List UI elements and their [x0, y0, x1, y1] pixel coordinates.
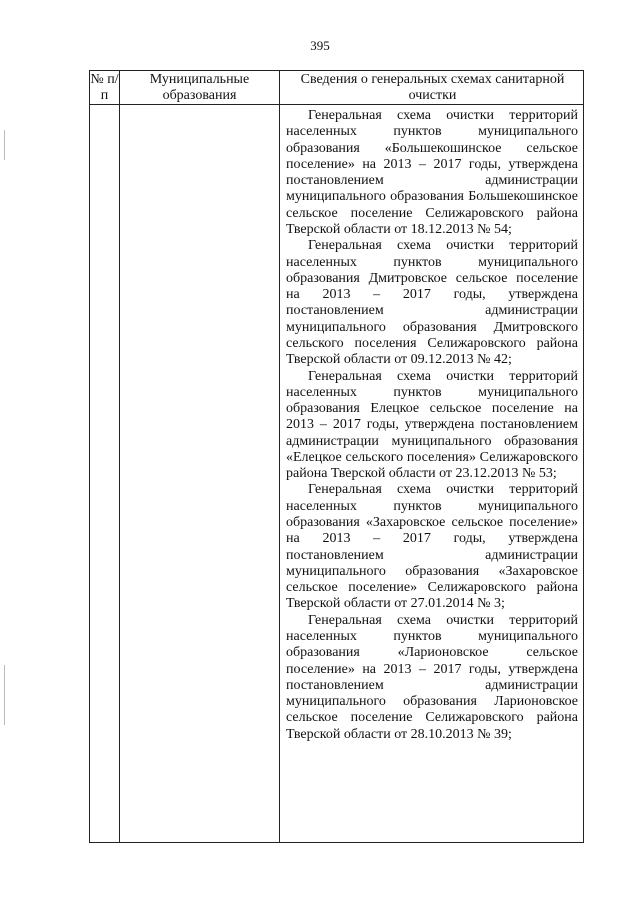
- schemes-table: [89, 70, 584, 843]
- header-scheme-info: Сведения о генеральных схемах санитарной очистки: [300, 72, 565, 103]
- scheme-paragraph: Генеральная схема очистки территорий населенных пунктов муниципального образования «Большекошинское сельское поселение» на 2013 – 2017 годы, утверждена постановлением администрации муниципального образования Большекошинское сельское поселение Селижаровского района Тверской области от 18.12.2013 № 54;: [286, 108, 578, 237]
- scheme-paragraph: Генеральная схема очистки территорий населенных пунктов муниципального образования Дмитровское сельское поселение на 2013 – 2017 годы, утверждена постановлением администрации муниципального образования Дмитровского сельского поселения Селижаровского района Тверской области от 09.12.2013 № 42;: [286, 238, 578, 368]
- scheme-paragraph: Генеральная схема очистки территорий населенных пунктов муниципального образования «Захаровское сельское поселение» на 2013 – 2017 годы, утверждена постановлением администрации муниципального образования «Захаровское сельское поселение» Селижаровского района Тверской области от 27.01.2014 № 3;: [286, 482, 578, 612]
- header-divider: [90, 104, 583, 105]
- header-municipality: Муниципальные образования: [149, 72, 250, 103]
- column-divider: [279, 71, 280, 842]
- scheme-info-cell: [286, 108, 578, 743]
- scheme-paragraph: Генеральная схема очистки территорий населенных пунктов муниципального образования Елецкое сельское поселение на 2013 – 2017 годы, утверждена постановлением администрации муниципального образования «Елецкое сельского поселения» Селижаровского района Тверской области от 23.12.2013 № 53;: [286, 368, 578, 482]
- scan-artifact-mark: [4, 665, 5, 725]
- header-number: № п/п: [90, 72, 119, 103]
- column-divider: [119, 71, 120, 842]
- scheme-paragraph: Генеральная схема очистки территорий населенных пунктов муниципального образования «Ларионовское сельское поселение» на 2013 – 2017 годы, утверждена постановлением администрации муниципального образования Ларионовское сельское поселение Селижаровского района Тверской области от 28.10.2013 № 39;: [286, 612, 578, 742]
- scan-artifact-mark: [4, 130, 5, 160]
- page-number: 395: [310, 38, 330, 53]
